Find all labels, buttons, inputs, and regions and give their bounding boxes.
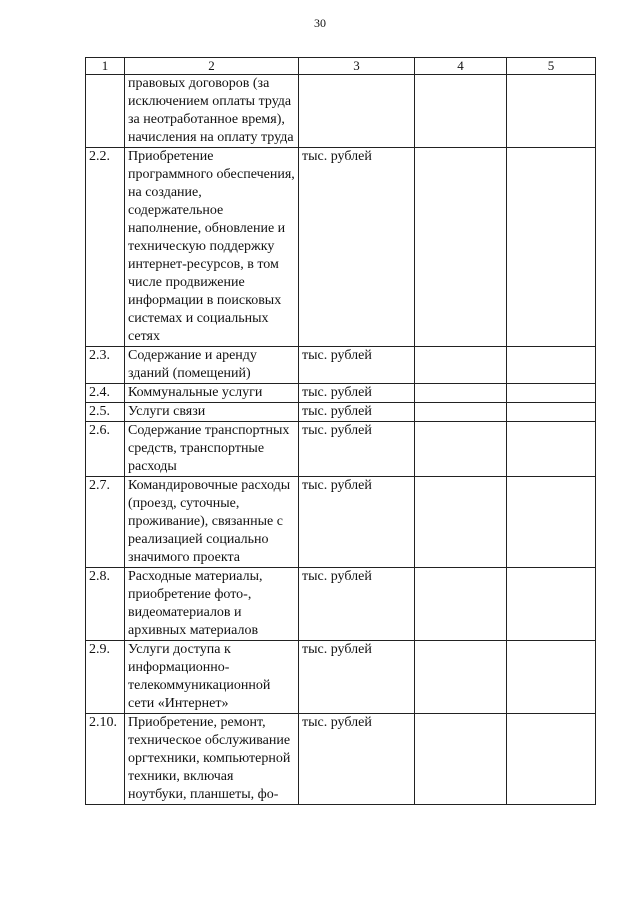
- column-header: 3: [299, 58, 415, 75]
- row-unit-cell: тыс. рублей: [299, 641, 415, 714]
- table-row: [86, 422, 596, 477]
- row-name-cell: Коммунальные услуги: [125, 384, 299, 403]
- table-row: [86, 384, 596, 403]
- table-row: [86, 568, 596, 641]
- row-unit-cell: тыс. рублей: [299, 477, 415, 568]
- row-unit-cell: тыс. рублей: [299, 148, 415, 347]
- row-number-cell: 2.5.: [86, 403, 125, 422]
- page-number: 30: [314, 16, 326, 30]
- budget-table: [85, 57, 596, 805]
- row-unit-cell: тыс. рублей: [299, 403, 415, 422]
- table-row: [86, 714, 596, 805]
- row-value-cell: [415, 75, 507, 148]
- row-name-cell: Приобретение программного обеспечения, на создание, содержательное наполнение, обновление и техническую поддержку интернет-ресурсов, в том числе продвижение информации в поисковых системах и социальных сетях: [125, 148, 299, 347]
- row-value-cell: [507, 568, 596, 641]
- row-name-cell: Командировочные расходы (проезд, суточные, проживание), связанные с реализацией социально значимого проекта: [125, 477, 299, 568]
- column-header: 1: [86, 58, 125, 75]
- row-value-cell: [415, 384, 507, 403]
- row-unit-cell: тыс. рублей: [299, 347, 415, 384]
- row-value-cell: [415, 714, 507, 805]
- row-number-cell: 2.10.: [86, 714, 125, 805]
- row-name-cell: Содержание транспортных средств, транспортные расходы: [125, 422, 299, 477]
- row-name-cell: Расходные материалы, приобретение фото-, видеоматериалов и архивных материалов: [125, 568, 299, 641]
- column-header: 5: [507, 58, 596, 75]
- column-header: 4: [415, 58, 507, 75]
- row-value-cell: [507, 641, 596, 714]
- row-value-cell: [507, 714, 596, 805]
- table-row: [86, 477, 596, 568]
- row-unit-cell: тыс. рублей: [299, 568, 415, 641]
- row-value-cell: [507, 347, 596, 384]
- row-value-cell: [415, 477, 507, 568]
- table-row: [86, 75, 596, 148]
- row-number-cell: 2.9.: [86, 641, 125, 714]
- row-name-cell: Приобретение, ремонт, техническое обслуживание оргтехники, компьютерной техники, включая ноутбуки, планшеты, фо-: [125, 714, 299, 805]
- row-value-cell: [415, 422, 507, 477]
- row-number-cell: 2.4.: [86, 384, 125, 403]
- row-value-cell: [507, 403, 596, 422]
- row-value-cell: [415, 148, 507, 347]
- table-row: [86, 347, 596, 384]
- column-header: 2: [125, 58, 299, 75]
- row-unit-cell: тыс. рублей: [299, 422, 415, 477]
- row-unit-cell: [299, 75, 415, 148]
- table-row: [86, 148, 596, 347]
- row-unit-cell: тыс. рублей: [299, 714, 415, 805]
- row-name-cell: правовых договоров (за исключением оплаты труда за неотработанное время), начисления на оплату труда: [125, 75, 299, 148]
- row-number-cell: 2.3.: [86, 347, 125, 384]
- row-name-cell: Услуги связи: [125, 403, 299, 422]
- row-number-cell: [86, 75, 125, 148]
- table-row: [86, 641, 596, 714]
- row-name-cell: Услуги доступа к информационно-телекоммуникационной сети «Интернет»: [125, 641, 299, 714]
- row-number-cell: 2.8.: [86, 568, 125, 641]
- row-name-cell: Содержание и аренду зданий (помещений): [125, 347, 299, 384]
- row-value-cell: [507, 384, 596, 403]
- row-value-cell: [507, 75, 596, 148]
- row-number-cell: 2.6.: [86, 422, 125, 477]
- row-number-cell: 2.7.: [86, 477, 125, 568]
- row-value-cell: [415, 403, 507, 422]
- table-row: [86, 403, 596, 422]
- row-value-cell: [415, 568, 507, 641]
- row-value-cell: [415, 347, 507, 384]
- row-number-cell: 2.2.: [86, 148, 125, 347]
- row-value-cell: [507, 148, 596, 347]
- table-header-row: [86, 58, 596, 75]
- row-value-cell: [507, 477, 596, 568]
- row-unit-cell: тыс. рублей: [299, 384, 415, 403]
- row-value-cell: [415, 641, 507, 714]
- row-value-cell: [507, 422, 596, 477]
